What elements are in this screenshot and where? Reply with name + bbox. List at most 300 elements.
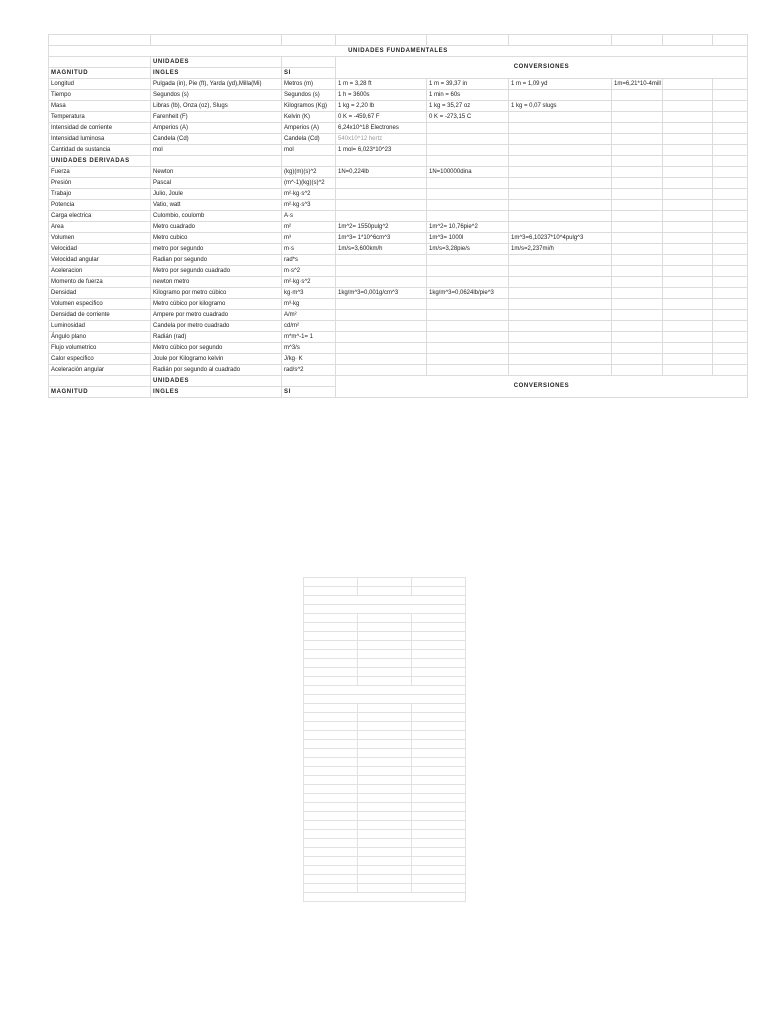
cell-c3[interactable] xyxy=(509,90,612,101)
cell-c2[interactable] xyxy=(427,277,509,288)
mini-grid-cell xyxy=(304,650,358,659)
empty-cell[interactable] xyxy=(713,321,748,332)
cell-magnitud[interactable]: Presión xyxy=(49,178,151,189)
cell-c3[interactable] xyxy=(509,310,612,321)
cell-c3[interactable] xyxy=(509,123,612,134)
cell-c2[interactable] xyxy=(427,200,509,211)
unidades-footer-cell[interactable]: UNIDADES xyxy=(151,376,282,387)
cell-c4[interactable] xyxy=(612,266,663,277)
empty-cell[interactable] xyxy=(713,90,748,101)
cell-c1[interactable]: 540x10^12 hertz xyxy=(336,134,427,145)
cell-c2[interactable] xyxy=(427,145,509,156)
empty-cell[interactable] xyxy=(663,343,713,354)
cell-si[interactable]: Segundos (s) xyxy=(282,90,336,101)
cell-c2[interactable]: 1m/s=3,28pie/s xyxy=(427,244,509,255)
mini-grid-cell xyxy=(412,677,466,686)
cell-c3[interactable] xyxy=(509,200,612,211)
empty-cell[interactable] xyxy=(663,222,713,233)
cell-si[interactable]: Kilogramos (Kg) xyxy=(282,101,336,112)
cell-magnitud[interactable]: Longitud xyxy=(49,79,151,90)
empty-cell[interactable] xyxy=(713,145,748,156)
mini-grid-cell xyxy=(412,650,466,659)
mini-grid-cell xyxy=(358,713,412,722)
cell-c2[interactable] xyxy=(427,310,509,321)
cell-si[interactable]: m²·kg·s^2 xyxy=(282,189,336,200)
cell-magnitud[interactable]: Densidad de corriente xyxy=(49,310,151,321)
mini-grid-row xyxy=(304,803,466,812)
cell-si[interactable]: A/m² xyxy=(282,310,336,321)
empty-cell[interactable] xyxy=(713,365,748,376)
cell-si[interactable]: m³ xyxy=(282,233,336,244)
cell-c2[interactable]: 1 kg = 35,27 oz xyxy=(427,101,509,112)
mini-grid-cell xyxy=(358,830,412,839)
cell-c3[interactable] xyxy=(509,167,612,178)
cell-c3[interactable]: 1 m = 1,09 yd xyxy=(509,79,612,90)
mini-grid-cell xyxy=(412,785,466,794)
cell-c3[interactable] xyxy=(509,178,612,189)
mini-grid-cell xyxy=(304,866,358,875)
empty-cell[interactable] xyxy=(663,189,713,200)
cell-c4[interactable] xyxy=(612,200,663,211)
cell-si[interactable]: A·s xyxy=(282,211,336,222)
conversiones-footer-cell[interactable]: CONVERSIONES xyxy=(336,376,748,398)
cell-magnitud[interactable]: Velocidad xyxy=(49,244,151,255)
cell-c2[interactable]: 1kg/m^3=0,0624lb/pie^3 xyxy=(427,288,509,299)
cell-ingles[interactable]: Julio, Joule xyxy=(151,189,282,200)
mini-grid-row xyxy=(304,605,466,614)
mini-grid-cell xyxy=(412,722,466,731)
cell-si[interactable]: rad/s^2 xyxy=(282,365,336,376)
cell-si[interactable]: (kg)(m)(s)^2 xyxy=(282,167,336,178)
mini-grid-cell xyxy=(358,641,412,650)
empty-cell[interactable] xyxy=(663,266,713,277)
empty-cell[interactable] xyxy=(713,332,748,343)
cell-magnitud[interactable]: Intensidad luminosa xyxy=(49,134,151,145)
mini-grid-cell xyxy=(304,803,358,812)
cell-c2[interactable] xyxy=(427,211,509,222)
cell-c2[interactable] xyxy=(427,266,509,277)
empty-cell[interactable] xyxy=(663,112,713,123)
empty-cell[interactable] xyxy=(663,167,713,178)
mini-grid-cell xyxy=(304,767,358,776)
cell-si[interactable]: rad*s xyxy=(282,255,336,266)
cell-c4[interactable] xyxy=(612,112,663,123)
table-row xyxy=(49,233,748,244)
cell-ingles[interactable]: Joule por Kilogramo kelvin xyxy=(151,354,282,365)
empty-cell[interactable] xyxy=(663,288,713,299)
cell-ingles[interactable]: Libras (lb), Onza (oz), Slugs xyxy=(151,101,282,112)
cell-c4[interactable] xyxy=(612,321,663,332)
cell-ingles[interactable]: Farenheit (F) xyxy=(151,112,282,123)
cell-ingles[interactable]: metro por segundo xyxy=(151,244,282,255)
cell-c4[interactable] xyxy=(612,288,663,299)
cell-c1[interactable] xyxy=(336,189,427,200)
cell-c2[interactable] xyxy=(427,189,509,200)
table-row xyxy=(49,178,748,189)
cell-c1[interactable] xyxy=(336,321,427,332)
cell-si[interactable]: Kelvin (K) xyxy=(282,112,336,123)
empty-cell[interactable] xyxy=(663,255,713,266)
cell-ingles[interactable]: Pulgada (in), Pie (ft), Yarda (yd),Milla(Mi) xyxy=(151,79,282,90)
mini-grid-row xyxy=(304,794,466,803)
cell-c4[interactable] xyxy=(612,167,663,178)
cell-magnitud[interactable]: Carga electrica xyxy=(49,211,151,222)
cell-c4[interactable] xyxy=(612,244,663,255)
empty-cell[interactable] xyxy=(663,134,713,145)
mini-grid-cell xyxy=(304,578,358,587)
empty-cell[interactable] xyxy=(663,332,713,343)
cell-magnitud[interactable]: Luminosidad xyxy=(49,321,151,332)
mini-grid-cell xyxy=(304,713,358,722)
cell-c3[interactable] xyxy=(509,222,612,233)
cell-ingles[interactable]: Metro cúbico por kilogramo xyxy=(151,299,282,310)
cell-magnitud[interactable]: Momento de fuerza xyxy=(49,277,151,288)
cell-c3[interactable]: 1m/s=2,237mi/h xyxy=(509,244,612,255)
mini-grid-row xyxy=(304,722,466,731)
magnitud-header-cell[interactable]: MAGNITUD xyxy=(49,68,151,79)
mini-grid-row xyxy=(304,785,466,794)
cell-c1[interactable]: 1 kg = 2,20 lb xyxy=(336,101,427,112)
cell-c4[interactable] xyxy=(612,233,663,244)
cell-ingles[interactable]: Ampere por metro cuadrado xyxy=(151,310,282,321)
empty-cell[interactable] xyxy=(713,79,748,90)
mini-grid-row xyxy=(304,857,466,866)
cell-c4[interactable] xyxy=(612,332,663,343)
empty-cell[interactable] xyxy=(663,321,713,332)
empty-cell[interactable] xyxy=(713,255,748,266)
mini-grid-cell xyxy=(304,704,358,713)
cell-c3[interactable] xyxy=(509,354,612,365)
empty-cell[interactable] xyxy=(663,365,713,376)
cell-c4[interactable] xyxy=(612,310,663,321)
cell-c1[interactable] xyxy=(336,266,427,277)
mini-grid-cell xyxy=(412,749,466,758)
cell-c4[interactable] xyxy=(612,123,663,134)
mini-grid-cell xyxy=(358,767,412,776)
cell-si[interactable]: m²·kg·s^2 xyxy=(282,277,336,288)
cell-c1[interactable] xyxy=(336,365,427,376)
cell-c2[interactable]: 1 m = 39,37 in xyxy=(427,79,509,90)
mini-grid-cell xyxy=(412,587,466,596)
cell-magnitud[interactable]: Volumen especifico xyxy=(49,299,151,310)
empty-cell[interactable] xyxy=(713,299,748,310)
cell-magnitud[interactable]: Area xyxy=(49,222,151,233)
table-row xyxy=(49,365,748,376)
cell-c1[interactable]: 0 K = -459,67 F xyxy=(336,112,427,123)
cell-c4[interactable] xyxy=(612,211,663,222)
cell-c3[interactable]: 1 kg = 0,07 slugs xyxy=(509,101,612,112)
cell-si[interactable]: J/kg· K xyxy=(282,354,336,365)
cell-c1[interactable]: 6,24x10^18 Electrones xyxy=(336,123,427,134)
cell-c1[interactable] xyxy=(336,310,427,321)
cell-c2[interactable] xyxy=(427,123,509,134)
cell-ingles[interactable]: Vatio, watt xyxy=(151,200,282,211)
mini-grid-row xyxy=(304,821,466,830)
cell-c1[interactable] xyxy=(336,332,427,343)
cell-si[interactable]: kg·m^3 xyxy=(282,288,336,299)
mini-grid-row xyxy=(304,731,466,740)
cell-c1[interactable]: 1 m = 3,28 ft xyxy=(336,79,427,90)
mini-grid-cell xyxy=(304,758,358,767)
cell-magnitud[interactable]: Volumen xyxy=(49,233,151,244)
cell-c4[interactable] xyxy=(612,343,663,354)
empty-cell[interactable] xyxy=(713,134,748,145)
cell-c1[interactable] xyxy=(336,354,427,365)
cell-c4[interactable] xyxy=(612,178,663,189)
empty-cell[interactable] xyxy=(713,101,748,112)
cell-c4[interactable] xyxy=(612,354,663,365)
empty-cell[interactable] xyxy=(663,211,713,222)
empty-cell[interactable] xyxy=(663,244,713,255)
cell-si[interactable]: mol xyxy=(282,145,336,156)
cell-c3[interactable] xyxy=(509,343,612,354)
cell-c4[interactable] xyxy=(612,145,663,156)
cell-si[interactable]: Metros (m) xyxy=(282,79,336,90)
cell-si[interactable]: m³·kg xyxy=(282,299,336,310)
cell-magnitud[interactable]: Aceleración angular xyxy=(49,365,151,376)
cell-c4[interactable] xyxy=(612,299,663,310)
cell-magnitud[interactable]: Temperatura xyxy=(49,112,151,123)
empty-cell[interactable] xyxy=(663,178,713,189)
cell-c1[interactable] xyxy=(336,200,427,211)
table-row xyxy=(49,310,748,321)
cell-c1[interactable] xyxy=(336,299,427,310)
cell-c1[interactable] xyxy=(336,255,427,266)
cell-c4[interactable] xyxy=(612,134,663,145)
unidades-header-cell[interactable]: UNIDADES xyxy=(151,57,282,68)
empty-cell[interactable] xyxy=(713,123,748,134)
cell-magnitud[interactable]: Cantidad de sustancia xyxy=(49,145,151,156)
cell-c3[interactable] xyxy=(509,255,612,266)
cell-c3[interactable] xyxy=(509,365,612,376)
cell-si[interactable]: Candela (Cd) xyxy=(282,134,336,145)
cell-c2[interactable]: 0 K = -273,15 C xyxy=(427,112,509,123)
cell-c3[interactable] xyxy=(509,332,612,343)
cell-c1[interactable]: 1N=0,224lb xyxy=(336,167,427,178)
cell-ingles[interactable]: Radián (rad) xyxy=(151,332,282,343)
mini-grid-row xyxy=(304,650,466,659)
cell-ingles[interactable]: Segundos (s) xyxy=(151,90,282,101)
cell-c2[interactable] xyxy=(427,332,509,343)
cell-ingles[interactable]: Culombio, coulomb xyxy=(151,211,282,222)
mini-grid-cell xyxy=(304,812,358,821)
table-row xyxy=(49,321,748,332)
cell-ingles[interactable]: Metro cubico xyxy=(151,233,282,244)
mini-grid-row xyxy=(304,623,466,632)
cell-c1[interactable]: 1m^3= 1*10^6cm^3 xyxy=(336,233,427,244)
empty-cell[interactable] xyxy=(713,233,748,244)
cell-c2[interactable] xyxy=(427,354,509,365)
table-row xyxy=(49,343,748,354)
mini-grid-cell xyxy=(358,866,412,875)
empty-cell[interactable] xyxy=(713,288,748,299)
cell-c1[interactable]: 1kg/m^3=0,001g/cm^3 xyxy=(336,288,427,299)
cell-c3[interactable] xyxy=(509,266,612,277)
cell-magnitud[interactable]: Velocidad angular xyxy=(49,255,151,266)
empty-cell[interactable] xyxy=(713,277,748,288)
cell-ingles[interactable]: Candela por metro cuadrado xyxy=(151,321,282,332)
empty-cell[interactable] xyxy=(663,354,713,365)
empty-cell[interactable] xyxy=(663,90,713,101)
mini-grid-row xyxy=(304,767,466,776)
cell-magnitud[interactable]: Trabajo xyxy=(49,189,151,200)
cell-ingles[interactable]: Newton xyxy=(151,167,282,178)
cell-c3[interactable] xyxy=(509,112,612,123)
cell-si[interactable]: cd/m² xyxy=(282,321,336,332)
cell-c2[interactable]: 1m^2= 10,76pie^2 xyxy=(427,222,509,233)
cell-c4[interactable] xyxy=(612,101,663,112)
empty-cell[interactable] xyxy=(663,277,713,288)
cell-c3[interactable] xyxy=(509,277,612,288)
cell-c3[interactable] xyxy=(509,288,612,299)
cell-c4[interactable] xyxy=(612,255,663,266)
cell-magnitud[interactable]: Aceleracion xyxy=(49,266,151,277)
cell-c4[interactable] xyxy=(612,189,663,200)
cell-c2[interactable] xyxy=(427,255,509,266)
mini-grid-cell xyxy=(412,857,466,866)
cell-ingles[interactable]: Radian por segundo xyxy=(151,255,282,266)
cell-c2[interactable] xyxy=(427,134,509,145)
cell-c4[interactable] xyxy=(612,277,663,288)
cell-magnitud[interactable]: Calor especifico xyxy=(49,354,151,365)
cell-c2[interactable] xyxy=(427,178,509,189)
cell-si[interactable]: m*m^-1= 1 xyxy=(282,332,336,343)
derivadas-header-cell[interactable]: UNIDADES DERIVADAS xyxy=(49,156,151,167)
empty-cell[interactable] xyxy=(713,266,748,277)
empty-cell[interactable] xyxy=(663,79,713,90)
cell-magnitud[interactable]: Tiempo xyxy=(49,90,151,101)
empty-cell[interactable] xyxy=(713,310,748,321)
mini-grid-cell xyxy=(412,848,466,857)
cell-ingles[interactable]: Metro cuadrado xyxy=(151,222,282,233)
cell-c3[interactable] xyxy=(509,211,612,222)
empty-cell[interactable] xyxy=(713,112,748,123)
cell-c1[interactable] xyxy=(336,178,427,189)
cell-ingles[interactable]: mol xyxy=(151,145,282,156)
table-row xyxy=(49,299,748,310)
cell-c1[interactable] xyxy=(336,211,427,222)
cell-c4[interactable]: 1m=6,21*10-4mill xyxy=(612,79,663,90)
cell-si[interactable]: m^3/s xyxy=(282,343,336,354)
cell-c3[interactable] xyxy=(509,145,612,156)
empty-cell[interactable] xyxy=(663,101,713,112)
ingles-header-cell[interactable]: INGLES xyxy=(151,68,282,79)
cell-magnitud[interactable]: Fuerza xyxy=(49,167,151,178)
cell-ingles[interactable]: Radián por segundo al cuadrado xyxy=(151,365,282,376)
empty-cell[interactable] xyxy=(713,189,748,200)
cell-si[interactable]: m² xyxy=(282,222,336,233)
cell-ingles[interactable]: Metro cúbico por segundo xyxy=(151,343,282,354)
fundamentales-title-cell[interactable]: UNIDADES FUNDAMENTALES xyxy=(49,46,748,57)
cell-si[interactable]: m·s xyxy=(282,244,336,255)
cell-c1[interactable]: 1m^2= 1550pulg^2 xyxy=(336,222,427,233)
empty-top-row xyxy=(49,35,748,46)
ingles-footer-cell[interactable]: INGLES xyxy=(151,387,282,398)
cell-magnitud[interactable]: Ángulo plano xyxy=(49,332,151,343)
cell-magnitud[interactable]: Intensidad de corriente xyxy=(49,123,151,134)
cell-c2[interactable]: 1m^3= 1000l xyxy=(427,233,509,244)
cell-c2[interactable]: 1N=100000dina xyxy=(427,167,509,178)
mini-grid-cell xyxy=(358,857,412,866)
table-row xyxy=(49,200,748,211)
cell-ingles[interactable]: Amperios (A) xyxy=(151,123,282,134)
empty-cell[interactable] xyxy=(713,244,748,255)
cell-c3[interactable] xyxy=(509,189,612,200)
empty-cell[interactable] xyxy=(663,299,713,310)
mini-grid-cell xyxy=(304,875,358,884)
si-footer-cell[interactable]: SI xyxy=(282,387,336,398)
conversiones-header-cell[interactable]: CONVERSIONES xyxy=(336,57,748,79)
cell-si[interactable]: (m^-1)(kg)(s)^2 xyxy=(282,178,336,189)
cell-ingles[interactable]: Candela (Cd) xyxy=(151,134,282,145)
cell-si[interactable]: m²·kg·s^3 xyxy=(282,200,336,211)
cell-si[interactable]: Amperios (A) xyxy=(282,123,336,134)
cell-ingles[interactable]: Kilogramo por metro cúbico xyxy=(151,288,282,299)
mini-grid-cell xyxy=(358,839,412,848)
table-row xyxy=(49,266,748,277)
cell-c3[interactable] xyxy=(509,321,612,332)
cell-magnitud[interactable]: Flujo volumetrico xyxy=(49,343,151,354)
empty-cell[interactable] xyxy=(663,310,713,321)
cell-c4[interactable] xyxy=(612,365,663,376)
cell-ingles[interactable]: newton metro xyxy=(151,277,282,288)
empty-cell[interactable] xyxy=(663,123,713,134)
table-row xyxy=(49,277,748,288)
empty-cell[interactable] xyxy=(713,354,748,365)
cell-c4[interactable] xyxy=(612,222,663,233)
empty-cell[interactable] xyxy=(713,222,748,233)
empty-cell[interactable] xyxy=(713,200,748,211)
empty-cell[interactable] xyxy=(713,167,748,178)
empty-cell[interactable] xyxy=(663,145,713,156)
cell-c2[interactable] xyxy=(427,343,509,354)
cell-c2[interactable] xyxy=(427,299,509,310)
empty-cell[interactable] xyxy=(713,343,748,354)
cell-c1[interactable]: 1 h = 3600s xyxy=(336,90,427,101)
cell-c4[interactable] xyxy=(612,90,663,101)
empty-cell[interactable] xyxy=(663,200,713,211)
empty-cell[interactable] xyxy=(713,178,748,189)
cell-c3[interactable] xyxy=(509,134,612,145)
cell-magnitud[interactable]: Densidad xyxy=(49,288,151,299)
cell-magnitud[interactable]: Masa xyxy=(49,101,151,112)
cell-c2[interactable]: 1 min = 60s xyxy=(427,90,509,101)
cell-c3[interactable] xyxy=(509,299,612,310)
empty-cell[interactable] xyxy=(663,233,713,244)
cell-ingles[interactable]: Metro por segundo cuadrado xyxy=(151,266,282,277)
mini-grid-cell xyxy=(412,623,466,632)
cell-c1[interactable] xyxy=(336,343,427,354)
cell-ingles[interactable]: Pascal xyxy=(151,178,282,189)
cell-c1[interactable]: 1m/s=3,600km/h xyxy=(336,244,427,255)
cell-c1[interactable]: 1 mol= 6,023*10^23 xyxy=(336,145,427,156)
magnitud-footer-cell[interactable]: MAGNITUD xyxy=(49,387,151,398)
cell-si[interactable]: m·s^2 xyxy=(282,266,336,277)
mini-grid-row xyxy=(304,866,466,875)
mini-grid-row xyxy=(304,677,466,686)
si-header-cell[interactable]: SI xyxy=(282,68,336,79)
cell-magnitud[interactable]: Potencia xyxy=(49,200,151,211)
mini-grid-cell xyxy=(304,848,358,857)
cell-c2[interactable] xyxy=(427,321,509,332)
mini-grid-cell xyxy=(304,614,358,623)
cell-c1[interactable] xyxy=(336,277,427,288)
cell-c3[interactable]: 1m^3=6,10237*10^4pulg^3 xyxy=(509,233,612,244)
empty-cell[interactable] xyxy=(713,211,748,222)
cell-c2[interactable] xyxy=(427,365,509,376)
mini-grid-cell xyxy=(358,812,412,821)
mini-grid-row xyxy=(304,839,466,848)
